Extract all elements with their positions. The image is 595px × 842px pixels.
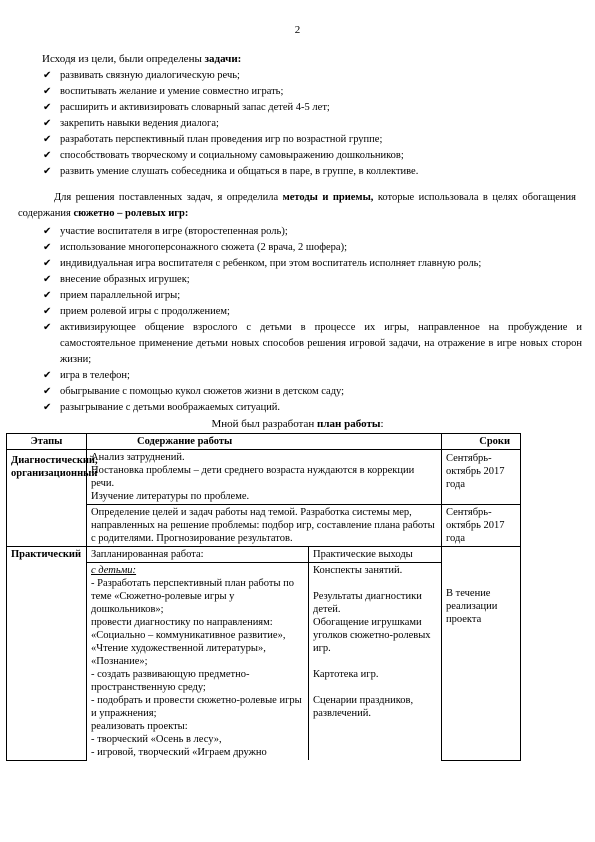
list-item-text: закрепить навыки ведения диалога; [60,118,219,129]
plan-intro [0,418,595,430]
list-item [42,256,582,272]
methods-text-2: методы и приемы, [282,192,374,203]
check-icon: ✔ [43,242,52,253]
diagnostic-content-b [87,505,442,547]
content-line: Изучение литературы по проблеме. [91,491,250,502]
plan-table [6,433,521,761]
list-item [42,116,582,132]
plan-intro-bold: план работы [317,418,381,430]
list-item [42,304,582,320]
term-diagnostic-b: Сентябрь-октябрь 2017 года [442,505,521,547]
content-line: Конспекты занятий. [313,565,403,576]
list-item-text: развить умение слушать собеседника и общаться в паре, в группе, в коллективе. [60,166,419,177]
check-icon: ✔ [43,306,52,317]
list-item-text: игра в телефон; [60,370,130,381]
header-stages: Этапы [7,434,87,450]
methods-text-1: Для решения поставленных задач, я определила [54,192,283,203]
list-item [42,148,582,164]
stage-practical [7,547,87,761]
list-item-text: прием ролевой игры с продолжением; [60,306,230,317]
page-number: 2 [294,24,301,36]
list-item [42,224,582,240]
methods-text-3: которые использовала в целях обогащения содержания [18,192,577,219]
list-item [42,164,582,180]
check-icon: ✔ [43,102,52,113]
term-practical: В течение реализации проекта [442,547,521,761]
tasks-list [42,68,582,180]
diagnostic-content-a [87,450,442,505]
list-item-text: разыгрывание с детьми воображаемых ситуаций. [60,402,281,413]
check-icon: ✔ [43,134,52,145]
check-icon: ✔ [43,370,52,381]
methods-list [42,224,582,416]
stage-diagnostic-label: Диагностический, организационный [11,455,98,479]
content-line: провести диагностику по направлениям: «Социально – коммуникативное развитие», «Чтение художественной литературы», «Познание»; [91,617,286,667]
list-item [42,320,582,368]
check-icon: ✔ [43,258,52,269]
header-content: Содержание работы [87,434,442,450]
methods-text-4: сюжетно – ролевых игр: [73,208,189,219]
content-line: Результаты диагностики детей. [313,591,422,615]
tasks-intro [42,53,241,65]
check-icon: ✔ [43,386,52,397]
list-item-text: расширить и активизировать словарный запас детей 4-5 лет; [60,102,330,113]
list-item-text: участие воспитателя в игре (второстепенная роль); [60,226,288,237]
check-icon: ✔ [43,402,52,413]
content-line: - создать развивающую предметно-пространственную среду; [91,669,250,693]
list-item [42,100,582,116]
table-header-row [7,434,521,450]
term-diagnostic-a: Сентябрь-октябрь 2017 года [442,450,521,505]
content-line: - Разработать перспективный план работы по теме «Сюжетно-ролевые игры у дошкольников»; [91,578,295,615]
plan-intro-text: Мной был разработан [211,418,318,430]
check-icon: ✔ [43,226,52,237]
list-item-text: развивать связную диалогическую речь; [60,70,240,81]
tasks-intro-bold: задачи: [204,53,242,65]
stage-practical-label: Практический [11,549,82,560]
planned-header: Запланированная работа: [87,547,309,563]
check-icon: ✔ [43,86,52,97]
planned-content [87,563,309,761]
list-item-text: разработать перспективный план проведения игр по возрастной группе; [60,134,383,145]
list-item-text: активизирующее общение взрослого с детьми в процессе их игры, направленное на пробуждение и самостоятельное применение детьми новых способов решения игровой задачи, на отражение в игре новых сторон жизни; [60,322,582,365]
list-item [42,384,582,400]
content-line: Сценарии праздников, развлечений. [313,695,414,719]
content-line: - игровой, творческий «Играем дружно [91,747,267,758]
outputs-header: Практические выходы [309,547,442,563]
methods-paragraph [18,190,576,222]
list-item [42,400,582,416]
content-line: - творческий «Осень в лесу», [91,734,222,745]
content-line: Картотека игр. [313,669,379,680]
check-icon: ✔ [43,166,52,177]
list-item-text: способствовать творческому и социальному самовыражению дошкольников; [60,150,404,161]
list-item-text: прием параллельной игры; [60,290,181,301]
table-row [7,547,521,563]
check-icon: ✔ [43,322,52,333]
list-item [42,132,582,148]
stage-diagnostic [7,450,98,547]
content-line: Обогащение игрушками уголков сюжетно-ролевых игр. [313,617,431,654]
content-line: Постановка проблемы – дети среднего возраста нуждаются в коррекции речи. [91,465,415,489]
check-icon: ✔ [43,290,52,301]
check-icon: ✔ [43,118,52,129]
list-item [42,368,582,384]
with-children-label: с детьми: [91,565,137,576]
list-item [42,288,582,304]
list-item [42,272,582,288]
list-item [42,84,582,100]
list-item [42,240,582,256]
plan-intro-suffix: : [380,418,384,430]
check-icon: ✔ [43,274,52,285]
check-icon: ✔ [43,70,52,81]
outputs-content [309,563,442,761]
header-terms: Сроки [442,434,521,450]
list-item-text: внесение образных игрушек; [60,274,190,285]
content-line: реализовать проекты: [91,721,188,732]
list-item [42,68,582,84]
table-row [7,450,521,505]
content-line: Определение целей и задач работы над темой. Разработка системы мер, направленных на решение проблемы: подбор игр, составление плана работы с родителями. Прогнозирование результатов. [91,507,435,544]
list-item-text: индивидуальная игра воспитателя с ребенком, при этом воспитатель исполняет главную роль; [60,258,482,269]
check-icon: ✔ [43,150,52,161]
list-item-text: воспитывать желание и умение совместно играть; [60,86,284,97]
content-line: - подобрать и провести сюжетно-ролевые игры и упражнения; [91,695,302,719]
list-item-text: обыгрывание с помощью кукол сюжетов жизни в детском саду; [60,386,345,397]
list-item-text: использование многоперсонажного сюжета (2 врача, 2 шофера); [60,242,347,253]
content-line: Анализ затруднений. [91,452,185,463]
tasks-intro-text: Исходя из цели, были определены [42,53,205,65]
